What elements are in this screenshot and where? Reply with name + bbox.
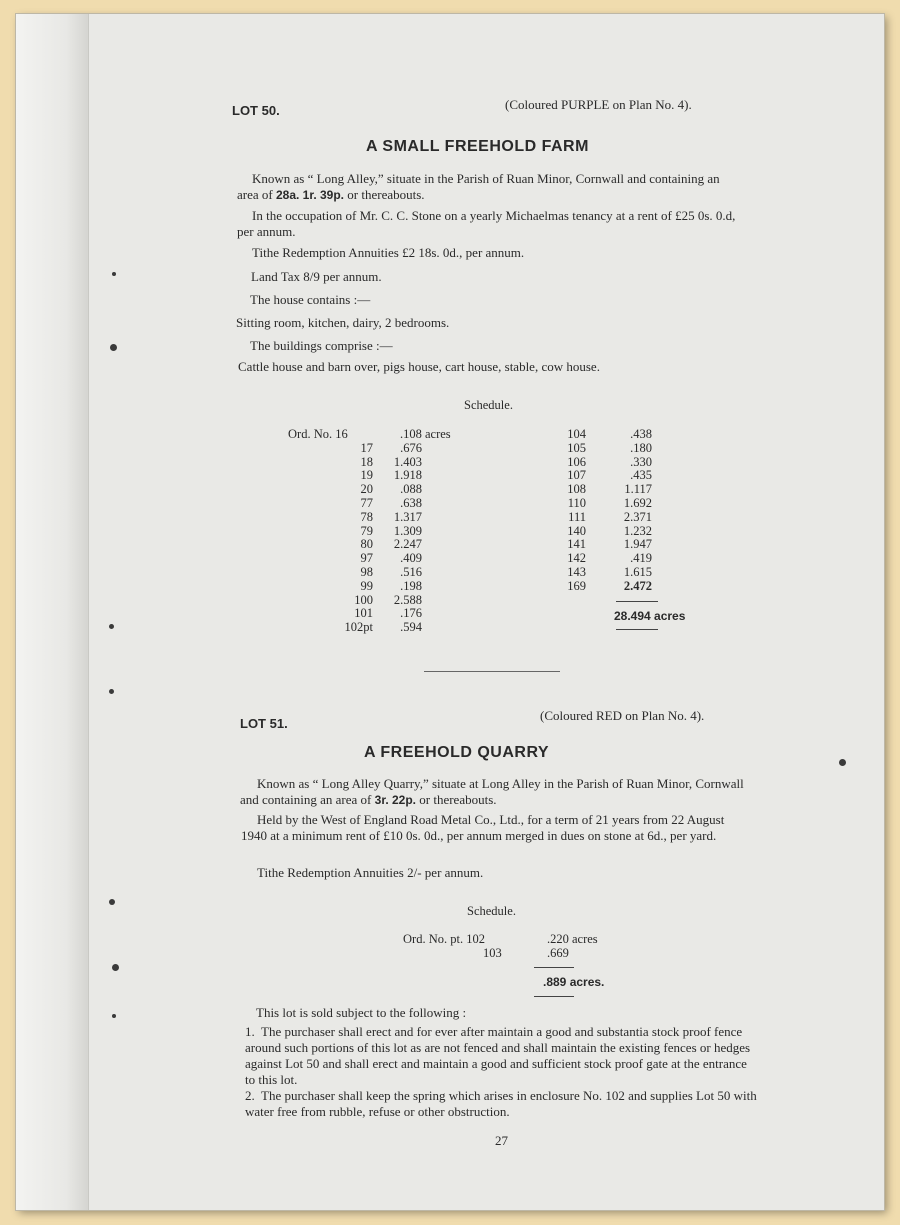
acre-value: 2.588 [393, 592, 422, 607]
ord-number: Ord. No. pt. 102 [403, 932, 485, 946]
table-row [403, 933, 623, 947]
punch-hole [109, 624, 114, 629]
acre-value: 1.947 [623, 537, 652, 552]
acre-value: .438 [630, 427, 652, 441]
ord-number: 103 [483, 945, 502, 960]
table-row [288, 607, 488, 621]
condition-text: The purchaser shall keep the spring which arises in enclosure No. 102 and supplies Lot 50 with water free from rubble, refuse or other obstruction. [245, 1088, 757, 1119]
sum-rule [534, 996, 574, 997]
acre-value: .108 acres [400, 427, 451, 441]
table-row [560, 580, 700, 594]
condition-number: 1. [245, 1024, 255, 1039]
lot-51-schedule-title: Schedule. [467, 904, 516, 918]
table-row [288, 469, 488, 483]
lot-50-buildings-heading: The buildings comprise :— [250, 338, 393, 353]
lot-50-schedule-title: Schedule. [464, 398, 513, 412]
table-row [288, 594, 488, 608]
sum-rule [534, 967, 574, 968]
acre-value: .330 [630, 454, 652, 469]
lot-50-schedule-right [560, 428, 700, 594]
table-row [288, 552, 488, 566]
lot-51-subject-heading: This lot is sold subject to the following : [256, 1005, 467, 1020]
ord-number: 99 [360, 578, 373, 593]
condition-number: 2. [245, 1088, 255, 1103]
ord-number: 101 [354, 606, 373, 621]
ord-number: 107 [567, 468, 586, 483]
ord-number: 140 [567, 523, 586, 538]
lot-50-house-rooms: Sitting room, kitchen, dairy, 2 bedrooms. [236, 315, 450, 330]
acre-value: 1.117 [624, 482, 652, 497]
acre-value: 2.247 [393, 537, 422, 552]
ord-number: 108 [567, 482, 586, 497]
acre-value: 1.317 [393, 509, 422, 524]
acre-value: .088 [400, 482, 422, 497]
lot-50-house-heading: The house contains :— [250, 292, 371, 307]
ord-number: 106 [567, 454, 586, 469]
ord-number: 169 [567, 578, 586, 593]
ord-number: 19 [360, 468, 373, 483]
acre-value: .435 [630, 468, 652, 483]
punch-hole [839, 759, 846, 766]
acre-value: 1.232 [623, 523, 652, 538]
lot-50-tithe: Tithe Redemption Annuities £2 18s. 0d., per annum. [252, 245, 525, 260]
table-row [403, 947, 623, 961]
table-row [560, 483, 700, 497]
table-row [288, 497, 488, 511]
ord-number: 142 [567, 551, 586, 566]
table-row [560, 511, 700, 525]
lot-50-title: A SMALL FREEHOLD FARM [366, 138, 589, 155]
punch-hole [110, 344, 117, 351]
acre-value: .220 acres [547, 932, 598, 946]
ord-number: 110 [567, 495, 586, 510]
ord-number: 17 [360, 440, 373, 455]
table-row [560, 538, 700, 552]
condition-2 [245, 1088, 757, 1120]
ord-number: 18 [360, 454, 373, 469]
table-row [288, 511, 488, 525]
table-row [560, 469, 700, 483]
ord-number: 111 [568, 509, 586, 524]
punch-hole [112, 964, 119, 971]
acre-value: .676 [400, 440, 422, 455]
table-row [560, 428, 700, 442]
lot-50-area: 28a. 1r. 39p. [275, 188, 345, 202]
acre-value: 1.918 [393, 468, 422, 483]
acre-value: .594 [400, 620, 422, 635]
section-divider [424, 671, 560, 672]
lot-51-total: .889 acres. [543, 975, 605, 989]
acre-value: 1.615 [623, 564, 652, 579]
acre-value: .638 [400, 495, 422, 510]
ord-number: 80 [360, 537, 373, 552]
lot-50-occupation: In the occupation of Mr. C. C. Stone on a yearly Michaelmas tenancy at a rent of £25 0s. 0.d, per annum. [237, 208, 736, 239]
acre-value: .198 [400, 578, 422, 593]
lot-50-schedule-left [288, 428, 488, 635]
table-row [288, 525, 488, 539]
table-row [288, 428, 488, 442]
acre-value: 2.472 [623, 578, 652, 593]
table-row [560, 566, 700, 580]
acre-value: .409 [400, 551, 422, 566]
acre-value: 1.692 [623, 495, 652, 510]
ord-number: 104 [567, 427, 586, 441]
ord-number: 97 [360, 551, 373, 566]
table-row [288, 538, 488, 552]
acre-value: .419 [630, 551, 652, 566]
acre-value: .669 [547, 945, 569, 960]
ord-number: 100 [354, 592, 373, 607]
table-row [560, 497, 700, 511]
sum-rule [616, 629, 658, 630]
lot-51-known-as: Known as “ Long Alley Quarry,” situate at Long Alley in the Parish of Ruan Minor, Cornwall and containing an area of 3r. 22p. or thereabouts. [240, 776, 744, 807]
ord-number: 78 [360, 509, 373, 524]
ord-number: 77 [360, 495, 373, 510]
lot-50-total: 28.494 acres [614, 609, 686, 623]
acre-value: .180 [630, 440, 652, 455]
lot-50-buildings-list: Cattle house and barn over, pigs house, cart house, stable, cow house. [238, 359, 600, 374]
lot-51-title: A FREEHOLD QUARRY [364, 744, 550, 761]
lot-50-known-as: Known as “ Long Alley,” situate in the Parish of Ruan Minor, Cornwall and containing an area of 28a. 1r. 39p. or thereabouts. [237, 171, 720, 202]
acre-value: .516 [400, 564, 422, 579]
lot-51-tithe: Tithe Redemption Annuities 2/- per annum. [257, 865, 484, 880]
ord-number: 105 [567, 440, 586, 455]
punch-hole [112, 1014, 116, 1018]
table-row [560, 525, 700, 539]
table-row [560, 456, 700, 470]
ord-number: 141 [567, 537, 586, 552]
ord-number: 79 [360, 523, 373, 538]
table-row [288, 442, 488, 456]
condition-text: The purchaser shall erect and for ever after maintain a good and substantia stock proof fence around such portions of this lot as are not fenced and shall maintain the existing fences or hedges against Lot 50 and shall erect and maintain a good and sufficient stock proof gate at the entrance to this lot. [245, 1024, 751, 1087]
ord-no-label: Ord. No. 16 [288, 427, 348, 441]
ord-number: 143 [567, 564, 586, 579]
punch-hole [109, 899, 115, 905]
punch-hole [109, 689, 114, 694]
table-row [288, 566, 488, 580]
table-row [560, 552, 700, 566]
ord-number: 102pt [344, 620, 373, 635]
table-row [560, 442, 700, 456]
lot-51-area: 3r. 22p. [374, 793, 417, 807]
page-number: 27 [495, 1133, 508, 1148]
table-row [288, 456, 488, 470]
acre-value: 1.309 [393, 523, 422, 538]
sum-rule [616, 601, 658, 602]
condition-1 [245, 1024, 757, 1088]
ord-number: 98 [360, 564, 373, 579]
lot-51-colour-note: (Coloured RED on Plan No. 4). [540, 708, 705, 723]
ord-number: 20 [360, 482, 373, 497]
table-row [288, 483, 488, 497]
lot-51-schedule [403, 933, 623, 961]
lot-51-held-by: Held by the West of England Road Metal Co., Ltd., for a term of 21 years from 22 August 1940 at a minimum rent of £10 0s. 0d., per annum merged in dues on stone at 6d., per yard. [241, 812, 725, 843]
acre-value: 2.371 [623, 509, 652, 524]
punch-hole [112, 272, 116, 276]
acre-value: .176 [400, 606, 422, 621]
binding-strip [16, 14, 89, 1210]
table-row [288, 621, 488, 635]
table-row [288, 580, 488, 594]
acre-value: 1.403 [393, 454, 422, 469]
lot-50-colour-note: (Coloured PURPLE on Plan No. 4). [505, 97, 692, 112]
lot-51-label: LOT 51. [240, 716, 288, 731]
lot-50-land-tax: Land Tax 8/9 per annum. [251, 269, 382, 284]
lot-50-label: LOT 50. [232, 103, 280, 118]
